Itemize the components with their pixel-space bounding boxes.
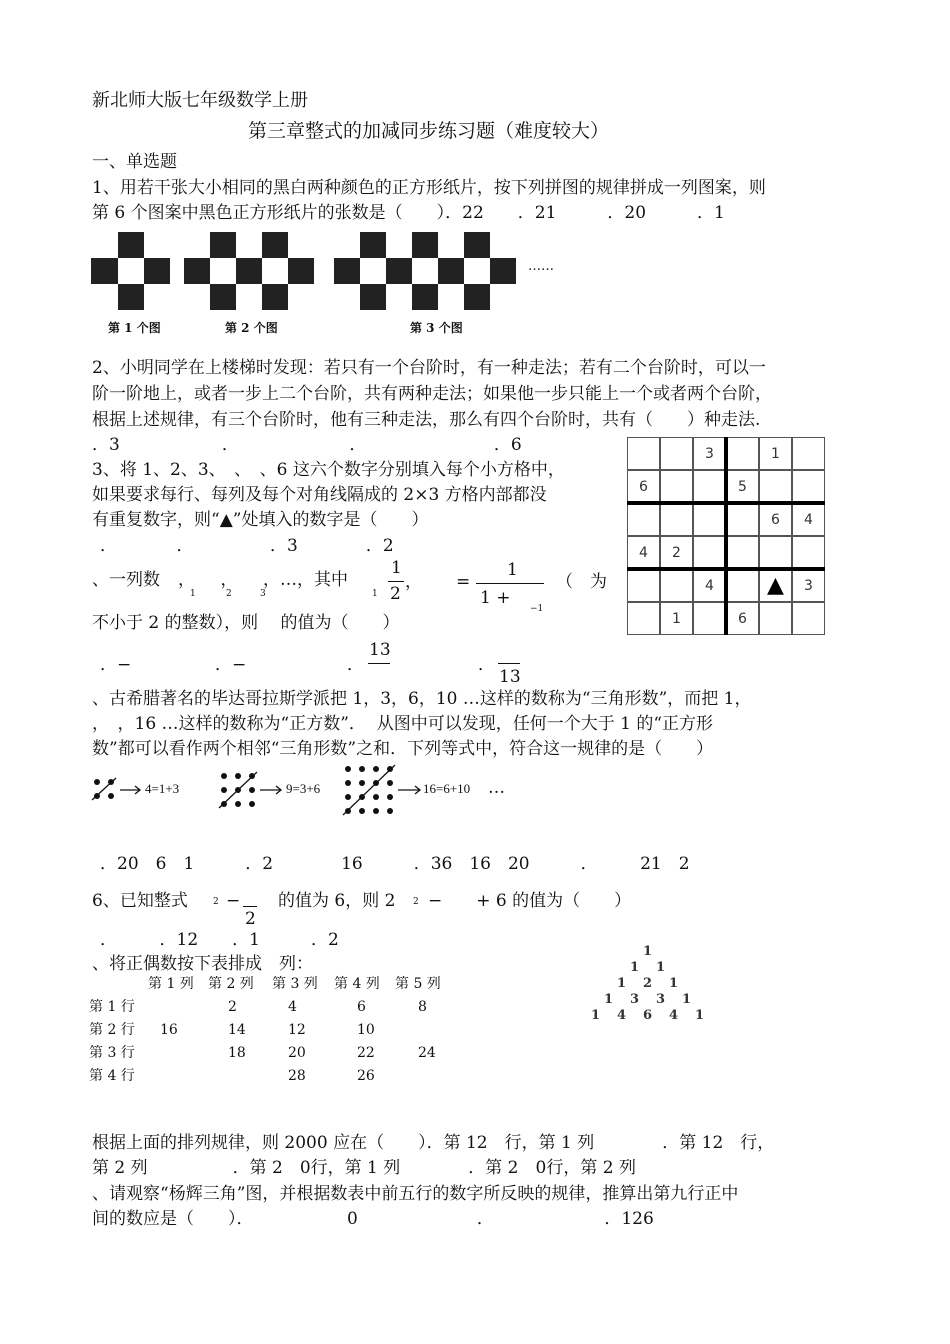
table-cell: 10 bbox=[357, 1022, 375, 1038]
q6-frac-line bbox=[243, 906, 257, 907]
q4-option-c: ． bbox=[347, 655, 364, 675]
sudoku-cell: 1 bbox=[759, 437, 792, 470]
triangle-number: 3 bbox=[630, 992, 640, 1007]
table-cell: 18 bbox=[228, 1045, 246, 1061]
triangle-number: 2 bbox=[643, 976, 653, 991]
table-column-header: 第 3 列 bbox=[272, 976, 318, 992]
sudoku-cell: 4 bbox=[792, 503, 825, 536]
q3-options: ． ． ．3 ．2 bbox=[100, 536, 394, 556]
q4-comma: ， bbox=[405, 572, 422, 592]
q8-text-line2: 间的数应是（ ）． 0 ． ．126 bbox=[92, 1209, 654, 1229]
q3-text-line3: 有重复数字，则“▲”处填入的数字是（ ） bbox=[92, 510, 429, 530]
q2-text-line2: 阶一阶地上，或者一步上二个台阶，共有两种走法；如果他一步只能上一个或者两个台阶， bbox=[92, 384, 772, 404]
triangle-number: 1 bbox=[591, 1008, 601, 1023]
triangle-number: 1 bbox=[695, 1008, 705, 1023]
q1-fig1-label: 第 1 个图 bbox=[108, 321, 161, 335]
table-cell: 4 bbox=[288, 999, 297, 1015]
sudoku-cell: 3 bbox=[693, 437, 726, 470]
q5-text-line2: ， ，16 …这样的数称为“正方数”． 从图中可以发现，任何一个大于 1 的“正方形 bbox=[92, 714, 714, 734]
q6-options: ． ．12 ．1 ．2 bbox=[100, 930, 339, 950]
triangle-number: 4 bbox=[669, 1008, 679, 1023]
triangle-number: 1 bbox=[643, 944, 653, 959]
sudoku-cell: 5 bbox=[726, 470, 759, 503]
q1-text-line2: 第 6 个图案中黑色正方形纸片的张数是（ ）．22 ．21 ．20 ．1 bbox=[92, 203, 725, 223]
q4-frac-num: 1 bbox=[391, 558, 402, 578]
doc-title-series: 新北师大版七年级数学上册 bbox=[92, 90, 308, 111]
q7-text-line2: 第 2 列 ．第 2 0行，第 1 列 ．第 2 0行，第 2 列 bbox=[92, 1158, 636, 1178]
sudoku-cell: 1 bbox=[660, 602, 693, 635]
sudoku-cell: 4 bbox=[627, 536, 660, 569]
q1-text-line1: 1、用若干张大小相同的黑白两种颜色的正方形纸片，按下列拼图的规律拼成一列图案，则 bbox=[92, 178, 766, 198]
triangle-number: 1 bbox=[656, 960, 666, 975]
q5-text-line3: 数”都可以看作两个相邻“三角形数”之和．下列等式中，符合这一规律的是（ ） bbox=[92, 739, 714, 759]
q1-fig2-label: 第 2 个图 bbox=[225, 321, 278, 335]
table-row-label: 第 4 行 bbox=[89, 1068, 135, 1084]
q4-prefix: 、一列数 bbox=[92, 570, 160, 590]
triangle-number: 6 bbox=[643, 1008, 653, 1023]
q5-eq-2: 9=3+6 bbox=[286, 781, 321, 796]
q3-text-line2: 如果要求每行、每列及每个对角线隔成的 2×3 方格内部都没 bbox=[92, 485, 547, 505]
q6-mid: 的值为 6，则 2 bbox=[278, 891, 396, 911]
table-cell: 20 bbox=[288, 1045, 306, 1061]
q5-text-line1: 、古希腊著名的毕达哥拉斯学派把 1，3，6，10 …这样的数称为“三角形数”，而把 1， bbox=[92, 689, 752, 709]
q8-text-line1: 、请观察“杨辉三角”图，并根据数表中前五行的数字所反映的规律，推算出第九行正中 bbox=[92, 1184, 739, 1204]
sudoku-cell: 4 bbox=[693, 569, 726, 602]
q4-option-a: ．− bbox=[100, 655, 132, 675]
q4-frac-den: 2 bbox=[390, 584, 401, 604]
q2-options: ．3 ． ． ．6 bbox=[92, 435, 522, 455]
table-row-label: 第 3 行 bbox=[89, 1045, 135, 1061]
q6-minus: − bbox=[226, 891, 241, 911]
q6-sup: 2 bbox=[213, 897, 219, 907]
q5-eq-3: 16=6+10 bbox=[423, 781, 471, 796]
doc-title-chapter: 第三章整式的加减同步练习题（难度较大） bbox=[248, 120, 610, 142]
table-cell: 26 bbox=[357, 1068, 375, 1084]
table-row-label: 第 2 行 bbox=[89, 1022, 135, 1038]
q6-sup2: 2 bbox=[413, 897, 419, 907]
table-cell: 28 bbox=[288, 1068, 306, 1084]
q4-option-d-den: 13 bbox=[499, 667, 521, 687]
q4-sub-3: 3 bbox=[260, 589, 266, 599]
section-heading: 一、单选题 bbox=[92, 152, 177, 172]
q4-option-b: ．− bbox=[215, 655, 247, 675]
sudoku-cell: 2 bbox=[660, 536, 693, 569]
triangle-number: 1 bbox=[604, 992, 614, 1007]
sudoku-cell: ▲ bbox=[759, 569, 792, 602]
table-cell: 8 bbox=[418, 999, 427, 1015]
q7-intro: 、将正偶数按下表排成 列： bbox=[92, 954, 313, 974]
sudoku-cell: 6 bbox=[627, 470, 660, 503]
table-column-header: 第 1 列 bbox=[148, 976, 194, 992]
sudoku-cell: 3 bbox=[792, 569, 825, 602]
q4-option-d: ． bbox=[478, 655, 495, 675]
q4-sub-a1: 1 bbox=[372, 589, 378, 599]
q4-big-den: 1 + bbox=[480, 588, 511, 608]
q5-options: ．20 6 1 ．2 16 ．36 16 20 ． 21 2 bbox=[100, 854, 690, 874]
q1-ellipsis: …… bbox=[528, 259, 554, 274]
q2-text-line3: 根据上述规律，有三个台阶时，他有三种走法，那么有四个台阶时，共有（ ）种走法. bbox=[92, 410, 761, 430]
table-cell: 6 bbox=[357, 999, 366, 1015]
q4-equals: = bbox=[456, 572, 471, 592]
triangle-number: 1 bbox=[630, 960, 640, 975]
table-column-header: 第 5 列 bbox=[395, 976, 441, 992]
q4-big-num: 1 bbox=[507, 560, 518, 580]
table-cell: 16 bbox=[160, 1022, 178, 1038]
table-cell: 24 bbox=[418, 1045, 436, 1061]
table-column-header: 第 2 列 bbox=[208, 976, 254, 992]
table-cell: 22 bbox=[357, 1045, 375, 1061]
triangle-number: 1 bbox=[617, 976, 627, 991]
q2-text-line1: 2、小明同学在上楼梯时发现：若只有一个台阶时，有一种走法；若有二个台阶时，可以一 bbox=[92, 358, 766, 378]
q4-text-line2: 不小于 2 的整数），则 的值为（ ） bbox=[92, 613, 400, 633]
q4-option-c-num: 13 bbox=[369, 640, 391, 660]
table-column-header: 第 4 列 bbox=[334, 976, 380, 992]
q6-tail: − + 6 的值为（ ） bbox=[428, 891, 632, 911]
q4-sequence-commas: ， ， ，…，其中 bbox=[178, 570, 348, 590]
triangle-number: 3 bbox=[656, 992, 666, 1007]
table-cell: 2 bbox=[228, 999, 237, 1015]
table-row-label: 第 1 行 bbox=[89, 999, 135, 1015]
sudoku-cell: 6 bbox=[759, 503, 792, 536]
q5-dots: … bbox=[488, 778, 505, 798]
q4-sub-1: 1 bbox=[190, 589, 196, 599]
q6-den: 2 bbox=[245, 909, 256, 929]
q1-fig3-label: 第 3 个图 bbox=[410, 321, 463, 335]
q6-prefix: 6、已知整式 bbox=[92, 891, 188, 911]
q4-note: （ 为 bbox=[556, 572, 607, 592]
q7-text-line1: 根据上面的排列规律，则 2000 应在（ ）．第 12 行，第 1 列 ．第 12 行， bbox=[92, 1133, 775, 1153]
q4-exp: −1 bbox=[530, 604, 544, 614]
triangle-number: 1 bbox=[682, 992, 692, 1007]
triangle-number: 1 bbox=[669, 976, 679, 991]
table-cell: 14 bbox=[228, 1022, 246, 1038]
sudoku-cell: 6 bbox=[726, 602, 759, 635]
q5-eq-1: 4=1+3 bbox=[145, 781, 180, 796]
table-cell: 12 bbox=[288, 1022, 306, 1038]
q4-sub-2: 2 bbox=[226, 589, 232, 599]
q3-text-line1: 3、将 1、2、3、 、 、6 这六个数字分别填入每个小方格中， bbox=[92, 460, 565, 480]
triangle-number: 4 bbox=[617, 1008, 627, 1023]
